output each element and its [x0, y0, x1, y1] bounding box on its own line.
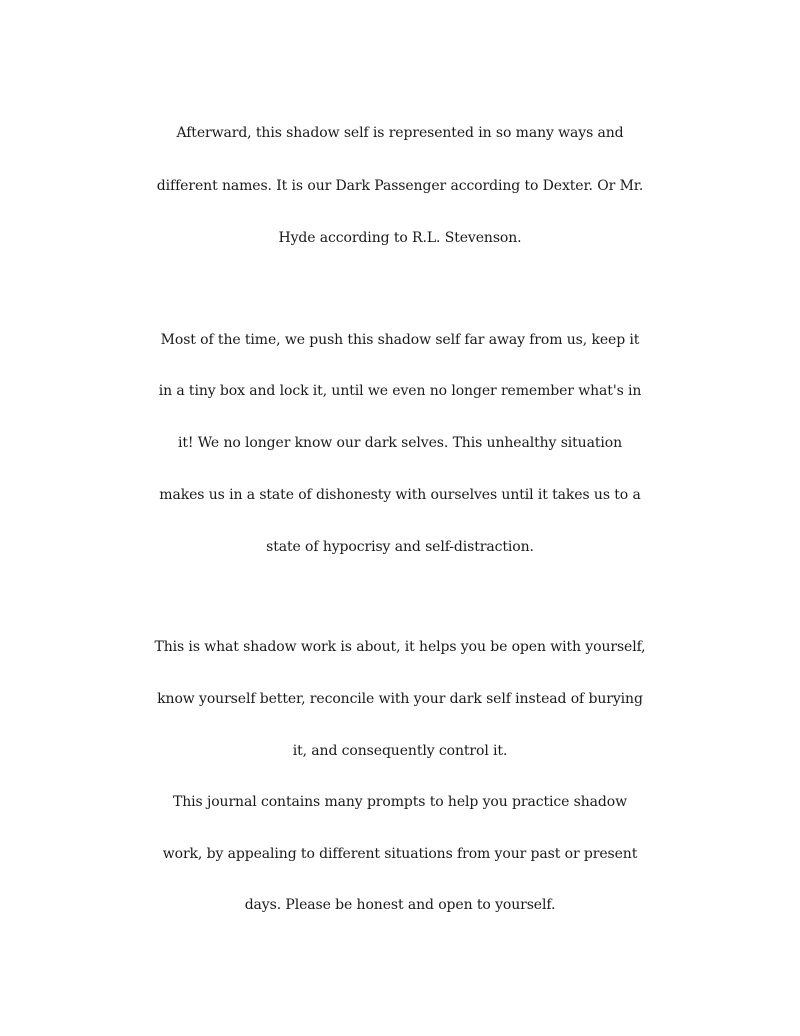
paragraph-4-line-1: This journal contains many prompts to help you practice shadow: [173, 794, 627, 810]
paragraph-3-line-1: This is what shadow work is about, it helps you be open with yourself,: [154, 639, 646, 655]
paragraph-4-line-2: work, by appealing to different situations from your past or present: [162, 846, 638, 862]
paragraph-2-line-3: it! We no longer know our dark selves. This unhealthy situation: [177, 435, 622, 451]
paragraph-3-line-2: know yourself better, reconcile with your dark self instead of burying: [157, 691, 643, 707]
paragraph-1-line-3: Hyde according to R.L. Stevenson.: [278, 230, 522, 246]
paragraph-2-line-1: Most of the time, we push this shadow self far away from us, keep it: [160, 332, 640, 348]
paragraph-2-line-4: makes us in a state of dishonesty with ourselves until it takes us to a: [159, 487, 641, 503]
paragraph-2-line-2: in a tiny box and lock it, until we even no longer remember what's in: [158, 383, 642, 399]
paragraph-3-line-3: it, and consequently control it.: [292, 743, 508, 759]
paragraph-1-line-2: different names. It is our Dark Passenger according to Dexter. Or Mr.: [156, 178, 644, 194]
paragraph-1-line-1: Afterward, this shadow self is represented in so many ways and: [176, 125, 624, 141]
paragraph-4-line-3: days. Please be honest and open to yourself.: [244, 897, 556, 913]
paragraph-2-line-5: state of hypocrisy and self-distraction.: [266, 539, 534, 555]
